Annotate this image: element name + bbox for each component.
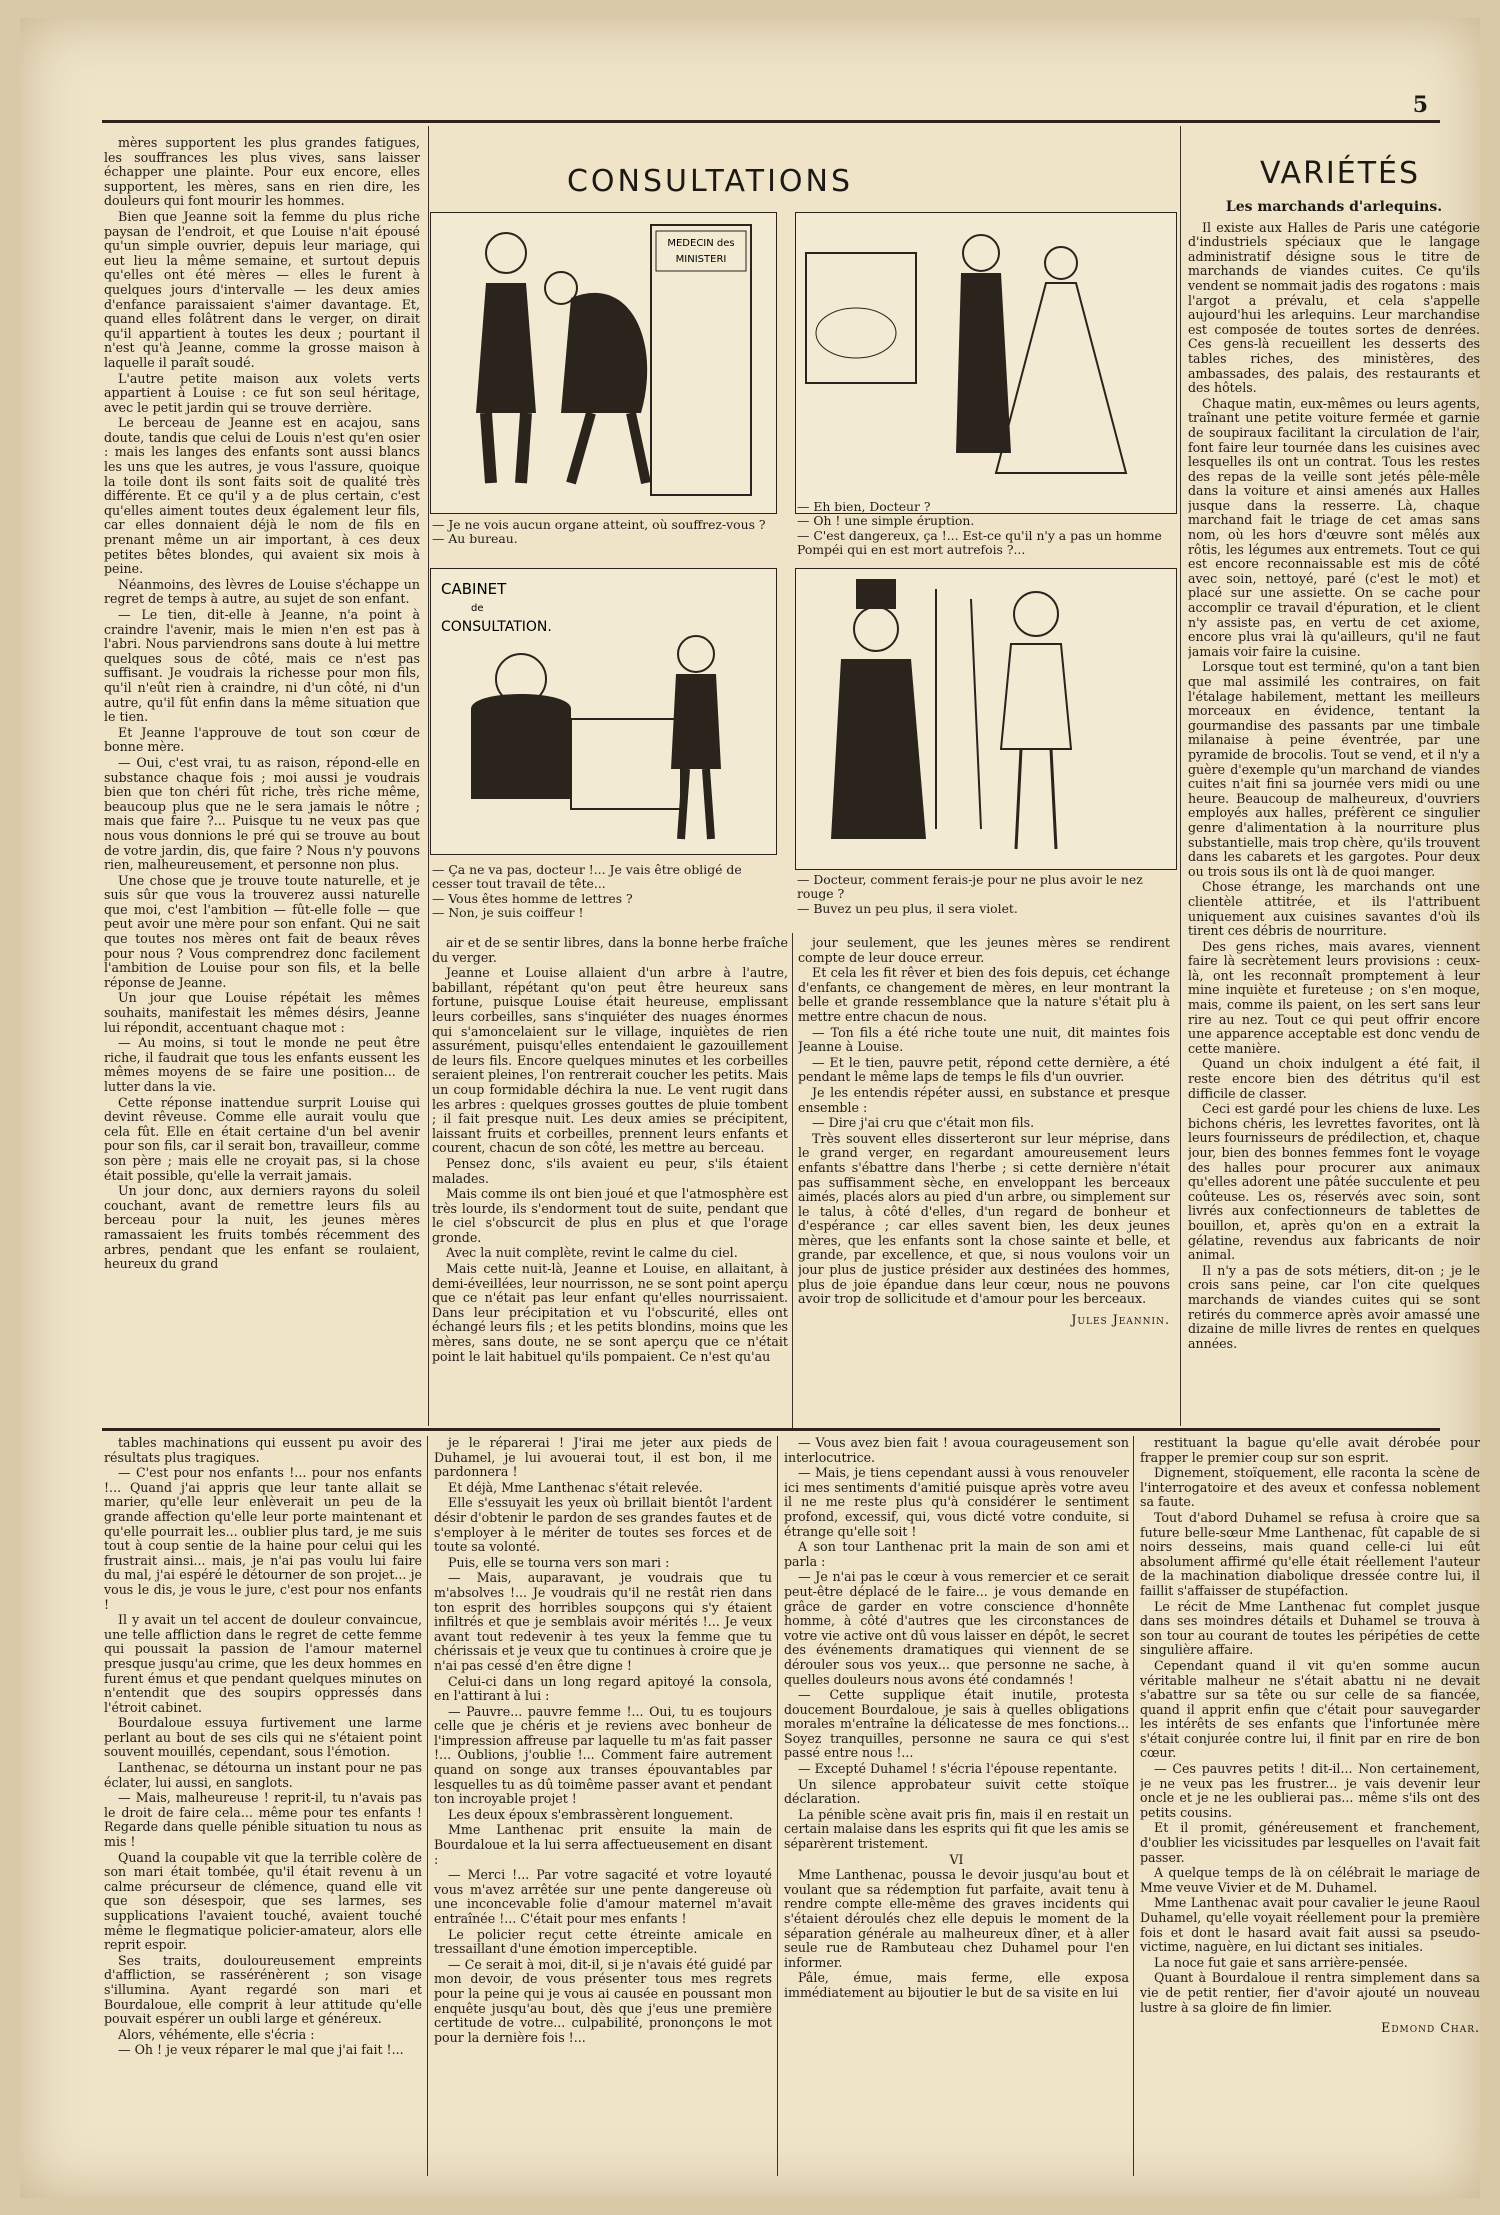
paragraph: Bourdaloue essuya furtivement une larme perlant au bout de ses cils qui ne s'étaient point souvent mouillés, cependant, sous l'émotion. (104, 1715, 422, 1760)
cartoon-caption-3 (432, 863, 782, 921)
cartoon-title: CONSULTATIONS (566, 164, 854, 199)
caption-line: — Non, je suis coiffeur ! (432, 905, 584, 921)
paragraph: VI (949, 1851, 964, 1867)
cartoon-drawing-2 (796, 213, 1176, 513)
paragraph: Lanthenac, se détourna un instant pour ne pas éclater, lui aussi, en sanglots. (104, 1760, 422, 1790)
svg-text:de: de (471, 603, 484, 614)
paragraph: Une chose que je trouve toute naturelle, et je suis sûr que vous la trouverez aussi naturelle que moi, c'est l'ambition — fût-elle folle — que peut avoir une mère pour son enfant. Qui ne sait que toutes nos mères ont fait de beaux rêves pour nous ? Vous comprendrez donc facilement l'ambition de Louise pour son fils, et la belle réponse de Jeanne. (104, 872, 420, 990)
author-signature: Jules Jeannin. (1071, 1311, 1170, 1327)
middle-rule (102, 1428, 1440, 1431)
paragraph: L'autre petite maison aux volets verts appartient à Louise : ce fut son seul héritage, avec le petit jardin qui se trouve derrière. (104, 370, 420, 415)
column-divider (1180, 126, 1181, 1426)
paragraph: je le réparerai ! J'irai me jeter aux pieds de Duhamel, je lui avouerai tout, il est bon, il me pardonnera ! (434, 1436, 772, 1480)
paragraph: — Au moins, si tout le monde ne peut être riche, il faudrait que tous les enfants eussent les mêmes moyens de se faire une position... de lutter dans la vie. (104, 1035, 420, 1094)
paragraph: Cependant quand il vit qu'en somme aucun véritable malheur ne s'était abattu ni ne devait s'abattre sur sa tête ou sur celle de sa fiancée, quand il apprit enfin que c'était pour sauvegarder les intérêts de ses enfants que l'infortunée mère s'était conjurée contre lui, il finit par en rire de bon cœur. (1140, 1657, 1480, 1761)
paragraph: Chose étrange, les marchands ont une clientèle attitrée, et ils l'attribuent uniquement aux cuisines savantes d'où ils tirent ces débris de nourriture. (1188, 879, 1480, 939)
paragraph: — Dire j'ai cru que c'était mon fils. (812, 1115, 1035, 1131)
paragraph: Un jour donc, aux derniers rayons du soleil couchant, avant de remettre leurs fils au berceau pour la nuit, les jeunes mères ramassaient les fruits tombés récemment des arbres, pendant que les enfant se roulaient, heureux du grand (104, 1183, 420, 1272)
caption-line: — Ça ne va pas, docteur !... Je vais être obligé de cesser tout travail de tête... (432, 862, 742, 892)
paragraph: Il n'y a pas de sots métiers, dit-on ; je le crois sans peine, car l'on cite quelques marchands de viandes cuites qui se sont retirés du commerce après avoir amassé une dizaine de mille livres de rentes en quelques années. (1188, 1262, 1480, 1351)
paragraph: — Merci !... Par votre sagacité et votre loyauté vous m'avez arrêtée sur une pente dangereuse où une inconcevable folie d'amour maternel m'avait entraînée !... C'était pour mes enfants ! (434, 1867, 772, 1926)
paragraph: Mme Lanthenac, poussa le devoir jusqu'au bout et voulant que sa rédemption fut parfaite, avait tenu à rendre compte elle-même des graves incidents qui s'étaient déroulés chez elle depuis le moment de la séparation générale au malheureux dîner, et à aller seule rue de Rambuteau chez Duhamel pour l'en informer. (784, 1867, 1129, 1970)
paragraph: jour seulement, que les jeunes mères se rendirent compte de leur douce erreur. (798, 936, 1170, 965)
varietes-title: VARIÉTÉS (1259, 156, 1421, 191)
paragraph: — Oui, c'est vrai, tu as raison, répond-elle en substance chaque fois ; moi aussi je voudrais bien que ton chéri fût riche, très riche même, beaucoup plus que ne le sera jamais le nôtre ; mais que faire ?... Puisque tu ne veux pas que nous vous donnions le pré qui se trouve au bout de votre jardin, dis, que faire ? Nous n'y pouvons rien, malheureusement, et personne non plus. (104, 754, 420, 873)
paragraph: — Je n'ai pas le cœur à vous remercier et ce serait peut-être déplacé de le faire... je vous demande en grâce de garder en votre conscience d'honnête homme, à côté d'autres que les circonstances de votre vie active ont dû vous laisser en dépôt, le secret des événements dramatiques qui viennent de se dérouler sous vos yeux... que personne ne sache, à quelles douleurs nous avons été condamnés ! (784, 1569, 1129, 1687)
paragraph: Et déjà, Mme Lanthenac s'était relevée. (448, 1479, 703, 1495)
paragraph: A son tour Lanthenac prit la main de son ami et parla : (784, 1539, 1129, 1569)
paragraph: Quant à Bourdaloue il rentra simplement dans sa vie de petit rentier, fier d'avoir ajouté un nouveau lustre à sa gloire de fin limier. (1140, 1970, 1480, 2015)
paragraph: Néanmoins, des lèvres de Louise s'échappe un regret de temps à autre, au sujet de son enfant. (104, 576, 420, 607)
paragraph: Bien que Jeanne soit la femme du plus riche paysan de l'endroit, et que Louise n'ait épousé qu'un simple ouvrier, depuis leur mariage, qui eut lieu la même semaine, et surtout depuis qu'elles ont été mères — elles le furent à quelques jours d'intervalle — les deux amies d'enfance paraissaient s'aimer davantage. Et, quand elles folâtrent dans le verger, on dirait qu'il appartient à toutes les deux ; pourtant il n'est qu'à Jeanne, comme la grosse maison à laquelle il paraît soudé. (104, 208, 420, 370)
paragraph: Je les entendis répéter aussi, en substance et presque ensemble : (798, 1084, 1170, 1115)
paragraph: Pensez donc, s'ils avaient eu peur, s'ils étaient malades. (432, 1155, 788, 1186)
cartoon-panel-2 (795, 212, 1177, 514)
top-rule (102, 120, 1440, 123)
paragraph: Le berceau de Jeanne est en acajou, sans doute, tandis que celui de Louis n'est qu'en osier : mais les langes des enfants sont aussi blancs les uns que les autres, je vous l'assure, quoique la toile dont ils sont faits soit de qualité très différente. Et ce qu'il y a de plus certain, c'est qu'elles aiment toutes deux également leur fils, car elles donnaient déjà le nom de fils en prenant même un air important, à ces deux petites bêtes blondes, qui avaient six mois à peine. (104, 415, 420, 577)
paragraph: — Et le tien, pauvre petit, répond cette dernière, a été pendant le même laps de temps le fils d'un ouvrier. (798, 1054, 1170, 1085)
column-divider (792, 933, 793, 1428)
newspaper-page (20, 18, 1480, 2198)
paragraph: — Mais, auparavant, je voudrais que tu m'absolves !... Je voudrais qu'il ne restât rien dans ton esprit des horribles soupçons qui s'y étaient infiltrés et que je semblais avoir mérités !... Je veux avant tout redevenir à tes yeux la femme que tu chérissais et je veux que tu continues à croire que je n'ai pas cessé d'en être digne ! (434, 1570, 772, 1673)
paragraph: Celui-ci dans un long regard apitoyé la consola, en l'attirant à lui : (434, 1673, 772, 1704)
medecin-sign: MEDECIN des (667, 238, 735, 249)
paragraph: Alors, véhémente, elle s'écria : (118, 2026, 315, 2042)
column-divider (777, 1436, 778, 2176)
paragraph: A quelque temps de là on célébrait le mariage de Mme veuve Vivier et de M. Duhamel. (1140, 1865, 1480, 1895)
paragraph: Avec la nuit complète, revint le calme du ciel. (446, 1245, 738, 1261)
cartoon-drawing-1 (431, 213, 776, 513)
paragraph: Elle s'essuyait les yeux où brillait bientôt l'ardent désir d'obtenir le pardon de ses grandes fautes et de s'employer à le mériter de toutes ses forces et de toute sa volonté. (434, 1495, 772, 1555)
paragraph: Tout d'abord Duhamel se refusa à croire que sa future belle-sœur Mme Lanthenac, fût capable de si noirs desseins, mais quand celle-ci lui eût absolument affirmé qu'elle était réellement l'auteur de la machination diabolique dressée contre lui, il faillit s'affaisser de stupéfaction. (1140, 1509, 1480, 1598)
paragraph: Ceci est gardé pour les chiens de luxe. Les bichons chéris, les levrettes favorites, ont là leurs fournisseurs de prédilection, et, chaque jour, bien des bonnes femmes font le voyage des halles pour procurer aux animaux qu'elles adorent une pâtée succulente et peu coûteuse. Les os, réservés avec soin, sont livrés aux confectionneurs de tablettes de bouillon, et, après qu'on en a extrait la gélatine, revendus aux fabricants de noir animal. (1188, 1101, 1480, 1263)
paragraph: tables machinations qui eussent pu avoir des résultats plus tragiques. (104, 1436, 422, 1465)
column-divider (427, 1436, 428, 2176)
paragraph: — Cette supplique était inutile, protesta doucement Bourdaloue, je sais à quelles obligations morales m'entraîne la délicatesse de mes fonctions... Soyez tranquilles, personne ne saura ce qui s'est passé entre nous !... (784, 1687, 1129, 1761)
cartoon-panel-3 (430, 568, 777, 855)
svg-text:CONSULTATION.: CONSULTATION. (441, 619, 552, 635)
paragraph: — Ton fils a été riche toute une nuit, dit maintes fois Jeanne à Louise. (798, 1024, 1170, 1055)
column-1-top (104, 136, 420, 1428)
paragraph: Les deux époux s'embrassèrent longuement. (448, 1806, 734, 1822)
paragraph: Pâle, émue, mais ferme, elle exposa immédiatement au bijoutier le but de sa visite en lui (784, 1970, 1129, 2000)
paragraph: — Ce serait à moi, dit-il, si je n'avais été guidé par mon devoir, de vous présenter tous mes regrets pour la peine qui je vous ai causée en poussant mon enquête jusqu'au bout, dès que j'eus une première certitude de votre... culpabilité, prononçons le mot pour la dernière fois !... (434, 1956, 772, 2045)
column-1-bottom (104, 1436, 422, 2171)
paragraph: Le policier reçut cette étreinte amicale en tressaillant d'une émotion imperceptible. (434, 1926, 772, 1957)
cartoon-caption-2 (797, 500, 1177, 558)
paragraph: — Vous avez bien fait ! avoua courageusement son interlocutrice. (784, 1436, 1129, 1465)
paragraph: Jeanne et Louise allaient d'un arbre à l'autre, babillant, répétant qu'on peut être heureux sans fortune, puisque Louise était heureuse, emplissant leurs corbeilles, sans s'inquiéter des nuages énormes qui s'amoncelaient sur le village, inquiètes de rien assurément, puisqu'elles entendaient le gazouillement de leurs fils. Encore quelques minutes et les corbeilles seraient pleines, l'on rentrerait coucher les petits. Mais un coup formidable déchira la nue. Le vent rugit dans les arbres : quelques grosses gouttes de pluie tombent ; il fait presque nuit. Les deux amies se précipitent, laissant fruits et corbeilles, prennent leurs enfants et courent, chacun de son côté, les mettre au berceau. (432, 965, 788, 1156)
paragraph: Quand la coupable vit que la terrible colère de son mari était tombée, qu'il était revenu à un calme précurseur de clémence, quand elle vit que son désespoir, que ses larmes, ses supplications l'avaient touché, avaient touché même le flegmatique policier-amateur, alors elle reprit espoir. (104, 1849, 422, 1953)
paragraph: Mme Lanthenac avait pour cavalier le jeune Raoul Duhamel, qu'elle voyait réellement pour la première fois et dont le hasard avait fait aussi sa pseudo-victime, naguère, en lui dictant ses initiales. (1140, 1895, 1480, 1955)
caption-line: — C'est dangereux, ça !... Est-ce qu'il n'y a pas un homme Pompéi qui en est mort autrefois ?... (797, 527, 1162, 558)
paragraph: mères supportent les plus grandes fatigues, les souffrances les plus vives, sans laisser échapper une plainte. Pour eux encore, elles supportent, les mères, sans en rien dire, les douleurs qui font mourir les hommes. (104, 136, 420, 209)
column-2-top (432, 936, 788, 1426)
column-divider (1133, 1436, 1134, 2176)
paragraph: Un jour que Louise répétait les mêmes souhaits, manifestait les mêmes désirs, Jeanne lui répondit, accentuant chaque mot : (104, 990, 420, 1035)
paragraph: — Ces pauvres petits ! dit-il... Non certainement, je ne veux pas les frustrer... je vais devenir leur oncle et je ne les oublierai pas... même s'ils ont des petits cousins. (1140, 1761, 1480, 1820)
varietes-column (1188, 196, 1480, 1426)
paragraph: Mais comme ils ont bien joué et que l'atmosphère est très lourde, ils s'endorment tout de suite, pendant que le ciel s'obscurcit de plus en plus et que l'orage gronde. (432, 1186, 788, 1245)
paragraph: — Excepté Duhamel ! s'écria l'épouse repentante. (798, 1761, 1118, 1777)
caption-line: — Vous êtes homme de lettres ? (432, 890, 633, 906)
paragraph: Et Jeanne l'approuve de tout son cœur de bonne mère. (104, 724, 420, 755)
paragraph: — Pauvre... pauvre femme !... Oui, tu es toujours celle que je chéris et je reviens avec bonheur de l'impression affreuse par laquelle tu m'as fait passer !... Oublions, j'oublie !... Comment faire autrement quand on songe aux transes épouvantables par lesquelles tu as dû toimême passer avant et pendant ton incroyable projet ! (434, 1703, 772, 1807)
paragraph: Quand un choix indulgent a été fait, il reste encore bien des détritus qu'il est difficile de classer. (1188, 1056, 1480, 1101)
caption-line: — Au bureau. (432, 531, 518, 547)
paragraph: — Mais, malheureuse ! reprit-il, tu n'avais pas le droit de faire cela... même pour tes enfants ! Regarde dans quelle pénible situation tu nous as mis ! (104, 1790, 422, 1850)
paragraph: Puis, elle se tourna vers son mari : (448, 1554, 670, 1570)
paragraph: Cette réponse inattendue surprit Louise qui devint rêveuse. Comme elle aurait voulu que cela fût. Elle en était certaine d'un bel avenir pour son fils, car il serait bon, travailleur, comme son père ; mais elle ne croyait pas, si la chose était possible, qu'elle la verrait jamais. (104, 1094, 420, 1183)
paragraph: Il y avait un tel accent de douleur convaincue, une telle affliction dans le regret de cette femme qui poussait la passion de l'amour maternel presque jusqu'au crime, que les deux hommes en furent émus et que pendant quelques minutes on n'entendit que des soupirs oppressés dans l'étroit cabinet. (104, 1612, 422, 1715)
paragraph: Mais cette nuit-là, Jeanne et Louise, en allaitant, à demi-éveillées, leur nourrisson, ne se sont point aperçu que ce n'était pas leur enfant qu'elles nourrissaient. Dans leur précipitation et vu l'obscurité, elles ont échangé leurs fils ; et les petits blondins, moins que les mères, sans doute, ne se sont aperçu que ce n'était point le lait habituel qu'ils pompaient. Ce n'est qu'au (432, 1261, 788, 1364)
paragraph: — Mais, je tiens cependant aussi à vous renouveler ici mes sentiments d'amitié puisque après votre aveu il ne me reste plus qu'à considérer le sentiment profond, excessif, qui, vous dicté votre conduite, si étrange qu'elle soit ! (784, 1465, 1129, 1539)
cartoon-drawing-3 (431, 569, 776, 854)
paragraph: Et cela les fit rêver et bien des fois depuis, cet échange d'enfants, ce changement de mères, en leur montrant la belle et grande ressemblance que la nature s'était plu à mettre entre chacun de nous. (798, 965, 1170, 1024)
paragraph: Dignement, stoïquement, elle raconta la scène de l'interrogatoire et des aveux et confessa noblement sa faute. (1140, 1465, 1480, 1510)
paragraph: restituant la bague qu'elle avait dérobée pour frapper le premier coup sur son esprit. (1140, 1436, 1480, 1465)
paragraph: Chaque matin, eux-mêmes ou leurs agents, traînant une petite voiture fermée et garnie de soupiraux facilitant la circulation de l'air, font faire leur tournée dans les cuisines avec lesquelles ils ont un contrat. Tous les restes des repas de la veille sont jetés pêle-mêle dans la voiture et ainsi amenés aux Halles jusque dans la resserre. Là, chaque marchand fait le triage de cet amas sans nom, où les hors d'œuvre sont mêlés aux rôtis, les légumes aux entremets. Tout ce qui est encore reconnaissable est mis de côté avec soin, nettoyé, paré (c'est le mot) et placé sur une assiette. On se cache pour accomplir ce travail d'épuration, et le client n'y assiste pas, en vertu de cet axiome, encore plus vrai là qu'ailleurs, qu'il ne faut jamais voir faire la cuisine. (1188, 395, 1480, 659)
paragraph: Un silence approbateur suivit cette stoïque déclaration. (784, 1776, 1129, 1807)
caption-line: — Docteur, comment ferais-je pour ne plus avoir le nez rouge ? (797, 872, 1143, 902)
svg-text:MINISTERI: MINISTERI (675, 254, 727, 265)
paragraph: Et il promit, généreusement et franchement, d'oublier les vicissitudes par lesquelles on l'avait fait passer. (1140, 1820, 1480, 1865)
page-number: 5 (1412, 92, 1428, 118)
paragraph: La noce fut gaie et sans arrière-pensée. (1154, 1954, 1408, 1970)
paragraph: Des gens riches, mais avares, viennent faire là secrètement leurs provisions : ceux-là, ont les reconnaît promptement à leur mine inquiète et fureteuse ; on s'en moque, mais, comme ils paient, on les sert sans leur rire au nez. Tout ce qui peut offrir encore une apparence acceptable est donc vendu de cette manière. (1188, 938, 1480, 1056)
caption-line: — Buvez un peu plus, il sera violet. (797, 900, 1018, 916)
paragraph: Mme Lanthenac prit ensuite la main de Bourdaloue et la lui serra affectueusement en disant : (434, 1822, 772, 1867)
caption-line: — Oh ! une simple éruption. (797, 513, 975, 529)
column-3-top (798, 936, 1170, 1426)
paragraph: — Le tien, dit-elle à Jeanne, n'a point à craindre l'avenir, mais le mien n'en est pas à l'abri. Nous parviendrons sans doute à lui mettre quelques sous de côté, mais ce n'est pas suffisant. Je voudrais la richesse pour mon fils, qu'il n'eût rien à craindre, ni d'un côté, ni d'un autre, qu'il fût enfin dans la même situation que le tien. (104, 607, 420, 725)
paragraph: La pénible scène avait pris fin, mais il en restait un certain malaise dans les esprits qui fit que les amis se séparèrent tristement. (784, 1806, 1129, 1852)
paragraph: — Oh ! je veux réparer le mal que j'ai fait !... (118, 2042, 404, 2058)
paragraph: Ses traits, douloureusement empreints d'affliction, se rassérénèrent ; son visage s'illumina. Ayant regardé son mari et Bourdaloue, elle comprit à leur attitude qu'elle pouvait espérer un oubli large et généreux. (104, 1952, 422, 2027)
paragraph: Lorsque tout est terminé, qu'on a tant bien que mal assimilé les contraires, on fait l'étalage habilement, mettant les meilleurs morceaux en évidence, tentant la gourmandise des passants par une timbale milanaise à peine éventrée, par une pyramide de brocolis. Tout se vend, et il n'y a guère d'exemple qu'un marchand de viandes cuites n'ait fini sa journée vers midi ou une heure. Beaucoup de malheureux, d'ouvriers employés aux halles, préfèrent ce singulier genre d'alimentation à la nourriture plus substantielle, mais trop chère, qu'ils trouvent dans les cabarets et les gargotes. Pour deux ou trois sous ils ont là de quoi manger. (1188, 659, 1480, 879)
column-2-bottom (434, 1436, 772, 2171)
paragraph: Le récit de Mme Lanthenac fut complet jusque dans ses moindres détails et Duhamel se trouva à son tour au courant de toutes les péripéties de cette singulière affaire. (1140, 1598, 1480, 1658)
paragraph: Il existe aux Halles de Paris une catégorie d'industriels spéciaux que le langage administratif désigne sous le titre de marchands de viandes cuites. Ce qu'ils vendent se nommait jadis des rogatons : mais l'argot a prévalu, et cela s'appelle aujourd'hui les arlequins. Leur marchandise est composée de toutes sortes de denrées. Ces gens-là recueillent les desserts des tables riches, des ministères, des ambassades, des palais, des restaurants et des hôtels. (1188, 219, 1480, 396)
cartoon-caption-1 (432, 518, 777, 547)
cabinet-sign-line1: CABINET (441, 580, 507, 598)
cartoon-panel-1 (430, 212, 777, 514)
author-signature: Edmond Char. (1381, 2020, 1480, 2036)
cartoon-drawing-4 (796, 569, 1176, 869)
cartoon-panel-4 (795, 568, 1177, 870)
column-3-bottom (784, 1436, 1129, 2171)
paragraph: Très souvent elles disserteront sur leur méprise, dans le grand verger, en regardant amoureusement leurs enfants s'ébattre dans l'herbe ; si cette dernière n'était pas suffisamment sèche, en enveloppant les berceaux aimés, placés alors au pied d'un arbre, ou simplement sur le talus, à côté d'elles, d'un regard de bonheur et d'espérance ; car elles savent bien, les deux jeunes mères, que les enfants sont la chose sainte et belle, et grande, par excellence, et que, si nous voulons voir un jour plus de justice présider aux destinées des hommes, plus de joie épandue dans leur cœur, nous ne pouvons avoir trop de sollicitude et d'amour pour les berceaux. (798, 1130, 1170, 1307)
paragraph: air et de se sentir libres, dans la bonne herbe fraîche du verger. (432, 936, 788, 965)
paragraph: — C'est pour nos enfants !... pour nos enfants !... Quand j'ai appris que leur tante allait se marier, qu'elle leur enlèverait un peu de la grande affection qu'elle leur porte maintenant et qu'elle pourrait les... oublier plus tard, je me suis tout à coup sentie de la haine pour celui qui les frustrait ainsi... mais, je n'ai pas voulu lui faire du mal, j'ai espéré le détourner de son projet... je vous le dis, je vous le jure, c'est pour nos enfants ! (104, 1465, 422, 1612)
caption-line: — Je ne vois aucun organe atteint, où souffrez-vous ? (432, 517, 766, 532)
varietes-subtitle: Les marchands d'arlequins. (1225, 199, 1443, 215)
column-4-bottom (1140, 1436, 1480, 2171)
caption-line: — Eh bien, Docteur ? (797, 499, 931, 514)
column-divider (428, 126, 429, 1426)
cartoon-caption-4 (797, 873, 1182, 916)
